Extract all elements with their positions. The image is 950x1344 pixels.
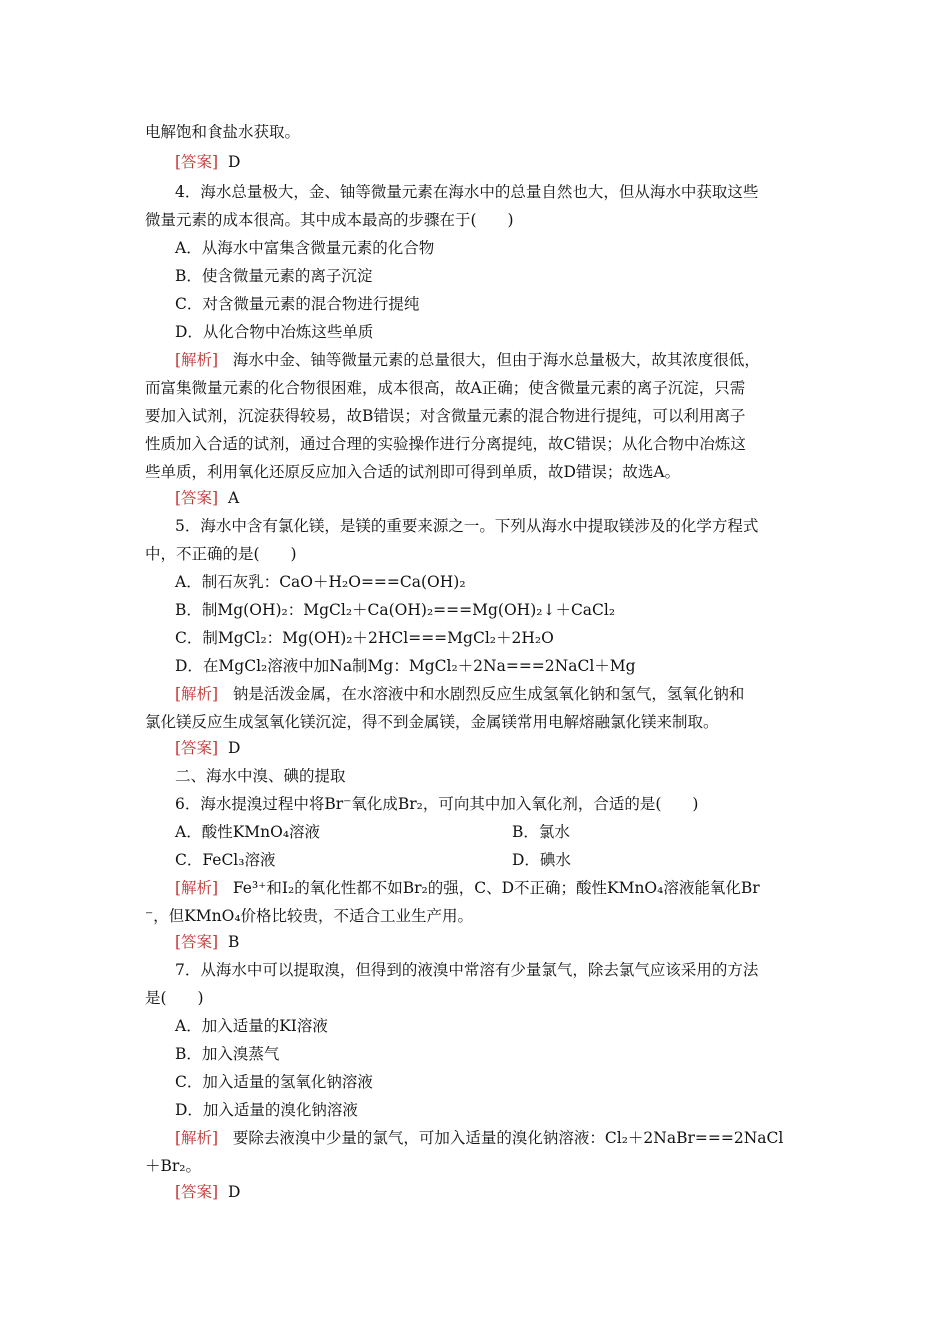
- answer-tag: [答案]: [175, 153, 219, 171]
- option-c: C．对含微量元素的混合物进行提纯: [175, 295, 420, 313]
- analysis-text: 而富集微量元素的化合物很困难，成本很高，故A正确；使含微量元素的离子沉淀，只需: [145, 379, 746, 397]
- analysis-text: 钠是活泼金属，在水溶液中和水剧烈反应生成氢氧化钠和氢气，氢氧化钠和: [232, 685, 745, 703]
- option-a: A．从海水中富集含微量元素的化合物: [175, 239, 435, 257]
- option-b: B．加入溴蒸气: [175, 1045, 280, 1063]
- text-line: 电解饱和食盐水获取。: [145, 123, 301, 141]
- option-a: A．加入适量的KI溶液: [175, 1017, 328, 1035]
- option-d: D．在MgCl₂溶液中加Na制Mg：MgCl₂＋2Na===2NaCl＋Mg: [175, 657, 636, 675]
- answer-line: [175, 736, 240, 758]
- option-c: C．加入适量的氢氧化钠溶液: [175, 1073, 373, 1091]
- question-5-stem: 5．海水中含有氯化镁，是镁的重要来源之一。下列从海水中提取镁涉及的化学方程式: [175, 517, 759, 535]
- answer-tag: [答案]: [175, 933, 219, 951]
- question-4-stem-cont: 微量元素的成本很高。其中成本最高的步骤在于( ): [145, 211, 514, 229]
- answer-tag: [答案]: [175, 489, 219, 507]
- analysis-text: ⁻，但KMnO₄价格比较贵，不适合工业生产用。: [145, 907, 474, 925]
- option-b: B．氯水: [512, 823, 570, 841]
- analysis-text: Fe³⁺和I₂的氧化性都不如Br₂的强，C、D不正确；酸性KMnO₄溶液能氧化Br: [232, 879, 760, 897]
- answer-line: [175, 930, 239, 952]
- analysis-text: 氯化镁反应生成氢氧化镁沉淀，得不到金属镁，金属镁常用电解熔融氯化镁来制取。: [145, 713, 719, 731]
- section-heading: 二、海水中溴、碘的提取: [175, 767, 346, 785]
- option-a: A．酸性KMnO₄溶液: [175, 823, 321, 841]
- option-b: B．制Mg(OH)₂：MgCl₂＋Ca(OH)₂===Mg(OH)₂↓＋CaCl₂: [175, 601, 616, 619]
- analysis-text: 要除去液溴中少量的氯气，可加入适量的溴化钠溶液：Cl₂＋2NaBr===2NaCl: [232, 1129, 784, 1147]
- question-5-stem-cont: 中，不正确的是( ): [145, 545, 297, 563]
- option-a: A．制石灰乳：CaO＋H₂O===Ca(OH)₂: [175, 573, 466, 591]
- analysis-tag: [解析]: [175, 879, 219, 897]
- answer-line: [175, 1180, 240, 1202]
- analysis-text: 海水中金、铀等微量元素的总量很大，但由于海水总量极大，故其浓度很低，: [232, 351, 760, 369]
- option-b: B．使含微量元素的离子沉淀: [175, 267, 373, 285]
- option-c: C．制MgCl₂：Mg(OH)₂＋2HCl===MgCl₂＋2H₂O: [175, 629, 554, 647]
- answer-value: D: [227, 739, 241, 757]
- answer-line: [175, 486, 239, 508]
- analysis-line: [175, 682, 744, 704]
- question-4-stem: 4．海水总量极大，金、铀等微量元素在海水中的总量自然也大，但从海水中获取这些: [175, 183, 759, 201]
- analysis-line: [175, 876, 760, 898]
- answer-tag: [答案]: [175, 1183, 219, 1201]
- analysis-tag: [解析]: [175, 1129, 219, 1147]
- analysis-text: 些单质，利用氧化还原反应加入合适的试剂即可得到单质，故D错误；故选A。: [145, 463, 681, 481]
- analysis-tag: [解析]: [175, 685, 219, 703]
- analysis-text: 要加入试剂，沉淀获得较易，故B错误；对含微量元素的混合物进行提纯，可以利用离子: [145, 407, 746, 425]
- option-c: C．FeCl₃溶液: [175, 851, 276, 869]
- option-d: D．从化合物中冶炼这些单质: [175, 323, 374, 341]
- answer-value: B: [227, 933, 240, 951]
- option-d: D．加入适量的溴化钠溶液: [175, 1101, 358, 1119]
- answer-tag: [答案]: [175, 739, 219, 757]
- analysis-text: ＋Br₂。: [145, 1157, 202, 1175]
- answer-value: D: [227, 153, 241, 171]
- question-6-stem: 6．海水提溴过程中将Br⁻氧化成Br₂，可向其中加入氧化剂，合适的是( ): [175, 795, 699, 813]
- option-d: D．碘水: [512, 851, 571, 869]
- analysis-line: [175, 348, 760, 370]
- analysis-tag: [解析]: [175, 351, 219, 369]
- answer-line: [175, 150, 240, 172]
- question-7-stem: 7．从海水中可以提取溴，但得到的液溴中常溶有少量氯气，除去氯气应该采用的方法: [175, 961, 759, 979]
- question-7-stem-cont: 是( ): [145, 989, 204, 1007]
- analysis-text: 性质加入合适的试剂，通过合理的实验操作进行分离提纯，故C错误；从化合物中冶炼这: [145, 435, 746, 453]
- analysis-line: [175, 1126, 783, 1148]
- answer-value: A: [227, 489, 240, 507]
- answer-value: D: [227, 1183, 241, 1201]
